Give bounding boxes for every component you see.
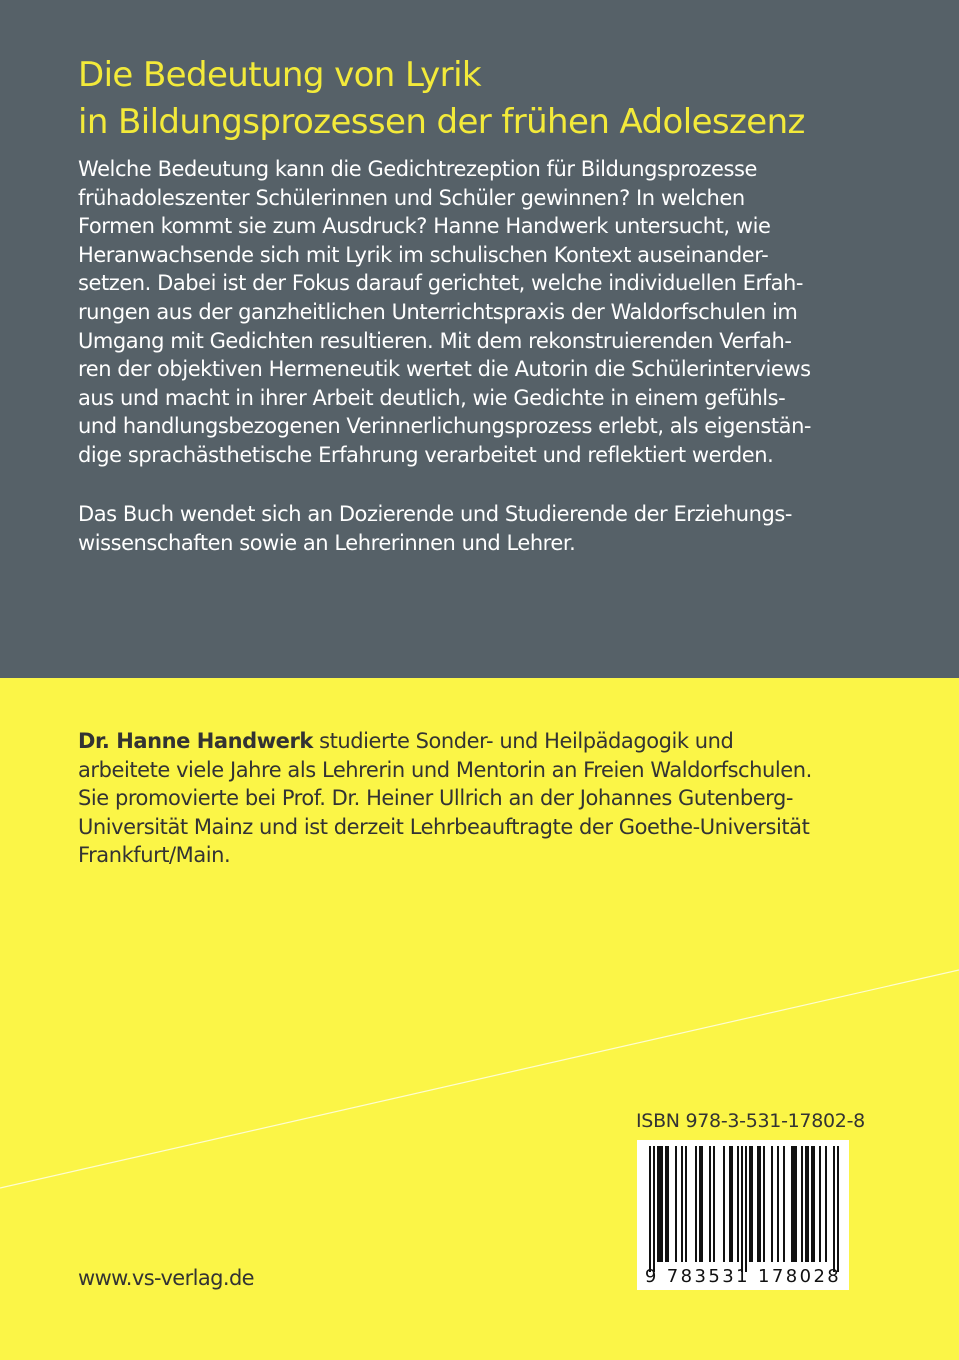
barcode-bar	[695, 1146, 697, 1262]
description-line: dige sprachästhetische Erfahrung verarbeitet und reflektiert werden.	[78, 442, 774, 467]
bio-line: arbeitete viele Jahre als Lehrerin und Mentorin an Freien Waldorfschulen.	[78, 757, 812, 782]
barcode-bar	[729, 1146, 731, 1262]
barcode-bar	[791, 1146, 793, 1262]
barcode-bar	[659, 1146, 661, 1262]
barcode-bar	[805, 1146, 807, 1262]
barcode-bar	[713, 1146, 715, 1262]
barcode-bar	[723, 1146, 725, 1262]
bio-line: Universität Mainz und ist derzeit Lehrbeauftragte der Goethe-Universität	[78, 814, 810, 839]
barcode-bar	[685, 1146, 687, 1262]
barcode-bar	[667, 1146, 669, 1262]
bio-first-line-text: studierte Sonder- und Heilpädagogik und	[312, 729, 734, 753]
description-line: Formen kommt sie zum Ausdruck? Hanne Handwerk untersucht, wie	[78, 214, 771, 239]
book-title	[78, 52, 938, 146]
barcode-bar	[763, 1146, 765, 1262]
barcode-bar	[737, 1146, 739, 1262]
barcode-bar	[757, 1146, 759, 1262]
description-line: ren der objektiven Hermeneutik wertet die Autorin die Schülerinterviews	[78, 357, 811, 382]
barcode-bar	[759, 1146, 761, 1262]
barcode-number: 9 783531 178028	[644, 1266, 842, 1287]
description-line: aus und macht in ihrer Arbeit deutlich, wie Gedichte in einem gefühls-	[78, 385, 786, 410]
barcode-bar	[813, 1146, 815, 1262]
barcode-bar	[657, 1146, 659, 1262]
publisher-website: www.vs-verlag.de	[78, 1266, 254, 1290]
bio-line: Frankfurt/Main.	[78, 843, 231, 868]
barcode-bar	[661, 1146, 663, 1262]
audience-line: wissenschaften sowie an Lehrerinnen und Lehrer.	[78, 530, 576, 555]
description-line: setzen. Dabei ist der Fokus darauf gerichtet, welche individuellen Erfah-	[78, 271, 804, 296]
author-name: Dr. Hanne Handwerk	[78, 729, 313, 753]
barcode-bar	[795, 1146, 797, 1262]
barcode-bar	[699, 1146, 701, 1262]
title-line-1: Die Bedeutung von Lyrik	[78, 55, 481, 95]
barcode-bar	[825, 1146, 827, 1262]
barcode-bar	[681, 1146, 683, 1262]
target-audience	[78, 500, 938, 557]
barcode-bar	[833, 1146, 835, 1272]
book-description	[78, 155, 938, 470]
barcode-bar	[709, 1146, 711, 1262]
barcode-bar	[649, 1146, 651, 1272]
description-line: Heranwachsende sich mit Lyrik im schulischen Kontext auseinander-	[78, 242, 769, 267]
barcode-bar	[749, 1146, 751, 1262]
barcode-bar	[819, 1146, 821, 1262]
barcode-bar	[675, 1146, 677, 1262]
isbn-label: ISBN 978-3-531-17802-8	[636, 1110, 865, 1132]
description-line: frühadoleszenter Schülerinnen und Schüler gewinnen? In welchen	[78, 185, 745, 210]
barcode-bar	[807, 1146, 809, 1262]
barcode-bar	[745, 1146, 747, 1272]
barcode	[637, 1140, 849, 1290]
barcode-bar	[777, 1146, 779, 1262]
barcode-bar	[653, 1146, 655, 1272]
bio-line: Sie promovierte bei Prof. Dr. Heiner Ullrich an der Johannes Gutenberg-	[78, 786, 794, 811]
barcode-bar	[701, 1146, 703, 1262]
barcode-bar	[811, 1146, 813, 1262]
barcode-bar	[665, 1146, 667, 1262]
barcode-bar	[751, 1146, 753, 1262]
description-line: Umgang mit Gedichten resultieren. Mit dem rekonstruierenden Verfah-	[78, 328, 792, 353]
author-bio	[78, 727, 938, 870]
barcode-bar	[741, 1146, 743, 1272]
barcode-bar	[731, 1146, 733, 1262]
description-line: Welche Bedeutung kann die Gedichtrezeption für Bildungsprozesse	[78, 157, 757, 181]
audience-line: Das Buch wendet sich an Dozierende und Studierende der Erziehungs-	[78, 502, 792, 526]
barcode-bar	[793, 1146, 795, 1262]
barcode-bar	[771, 1146, 773, 1262]
barcode-bar	[801, 1146, 803, 1262]
description-line: rungen aus der ganzheitlichen Unterrichtspraxis der Waldorfschulen im	[78, 299, 798, 324]
barcode-bar	[783, 1146, 785, 1262]
title-line-2: in Bildungsprozessen der frühen Adoleszenz	[78, 102, 805, 142]
barcode-bar	[837, 1146, 839, 1272]
bio-line-first	[78, 727, 938, 756]
description-line: und handlungsbezogenen Verinnerlichungsprozess erlebt, als eigenstän-	[78, 414, 812, 439]
